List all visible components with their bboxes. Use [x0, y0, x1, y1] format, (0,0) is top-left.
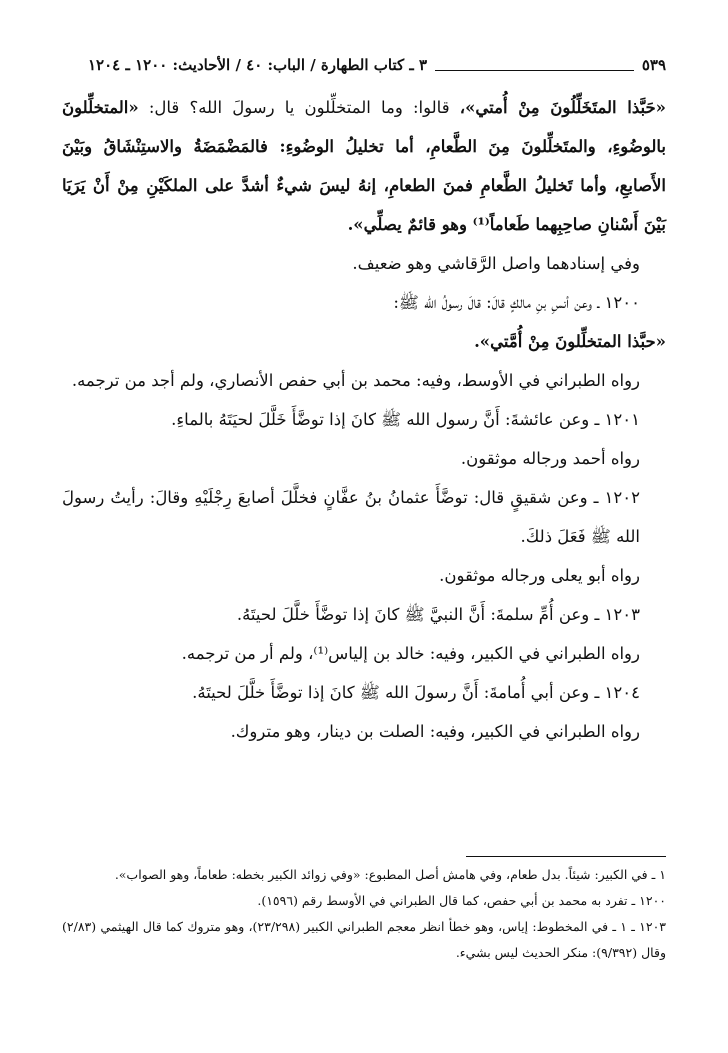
hadith-1203: ١٢٠٣ ـ وعن أُمِّ سلمةَ: أَنَّ النبيَّ ﷺ كانَ إذا توضَّأَ خلَّلَ لحيتَهُ.: [236, 605, 640, 624]
hadith-1201-source: رواه أحمد ورجاله موثقون.: [460, 449, 640, 468]
hadith-1200-quote: «حبَّذا المتخلِّلونَ مِنْ أُمَّتي».: [474, 332, 666, 351]
commentary: وفي إسنادهما واصل الرَّقاشي وهو ضعيف.: [352, 254, 640, 273]
paragraph-continued: [62, 88, 666, 244]
hadith-1202-source: رواه أبو يعلى ورجاله موثقون.: [439, 566, 640, 585]
footnote-divider: [466, 856, 666, 857]
hadith-1200-intro: ١٢٠٠ ـ وعن أنسِ بنِ مالكٍ قالَ: قالَ رسولُ الله ﷺ:: [393, 293, 640, 312]
footnotes: [62, 862, 666, 966]
hadith-1204: ١٢٠٤ ـ وعن أبي أُمامةَ: أَنَّ رسولَ الله ﷺ كانَ إذا توضَّأَ خلَّلَ لحيتَهُ.: [192, 683, 640, 702]
hadith-quote: «المتخلِّلونَ بالوضُوءِ، والمتَخلِّلونَ مِنَ الطَّعامِ، أما تخليلُ الوضُوءِ: فالمَضْمَضَةُ والاستِنْشَاقُ وبَيْنَ الأَصابعِ، وأما تَخليلُ الطَّعامِ فمنَ الطعامِ، إنهُ ليسَ شيءٌ أشدَّ على الملكَيْنِ مِنْ أَنْ يَرَيَا بَيْنَ أَسْنانِ صاحِبِهما طَعاماً⁽¹⁾ وهو قائمٌ يصلِّي».: [62, 98, 666, 234]
footnote-1200: ١٢٠٠ ـ تفرد به محمد بن أبي حفص، كما قال الطبراني في الأوسط رقم (١٥٩٦).: [257, 893, 666, 908]
hadith-quote: «حَبَّذا المتَخَلِّلُونَ مِنْ أُمتي»،: [459, 98, 666, 117]
header-rule: [435, 70, 634, 71]
hadith-1203-source: رواه الطبراني في الكبير، وفيه: خالد بن إلياس⁽¹⁾، ولم أر من ترجمه.: [181, 644, 640, 663]
main-text: [62, 88, 666, 751]
page-header: [88, 52, 666, 78]
hadith-1204-source: رواه الطبراني في الكبير، وفيه: الصلت بن دينار، وهو متروك.: [230, 722, 640, 741]
footnote-1: ١ ـ في الكبير: شيئاً. بدل طعام، وفي هامش أصل المطبوع: «وفي زوائد الكبير بخطه: طعاماً، وهو الصواب».: [114, 867, 666, 882]
hadith-1201: ١٢٠١ ـ وعن عائشةَ: أَنَّ رسول الله ﷺ كانَ إذا توضَّأَ خَلَّلَ لحيَتَهُ بالماءِ.: [171, 410, 640, 429]
hadith-1200-source: رواه الطبراني في الأوسط، وفيه: محمد بن أبي حفص الأنصاري، ولم أجد من ترجمه.: [71, 371, 640, 390]
running-title: ٣ ـ كتاب الطهارة / الباب: ٤٠ / الأحاديث: ١٢٠٠ ـ ١٢٠٤: [88, 56, 428, 74]
footnote-1203: ١٢٠٣ ـ ١ ـ في المخطوط: إياس، وهو خطأ انظر معجم الطبراني الكبير (٢٣/٢٩٨)، وهو متروك كما قال الهيثمي (٢/٨٣) وقال (٩/٣٩٢): منكر الحديث ليس بشيء.: [62, 919, 667, 960]
hadith-1202: ١٢٠٢ ـ وعن شقيقٍ قال: توضَّأَ عثمانُ بنُ عفَّانٍ فخلَّلَ أصابعَ رِجْلَيْهِ وقالَ: رأيتُ رسولَ الله ﷺ فَعَلَ ذلكَ.: [62, 488, 640, 546]
narration-text: قالوا: وما المتخلِّلون يا رسولَ الله؟ قال:: [138, 98, 460, 117]
page-number: ٥٣٩: [641, 56, 666, 74]
